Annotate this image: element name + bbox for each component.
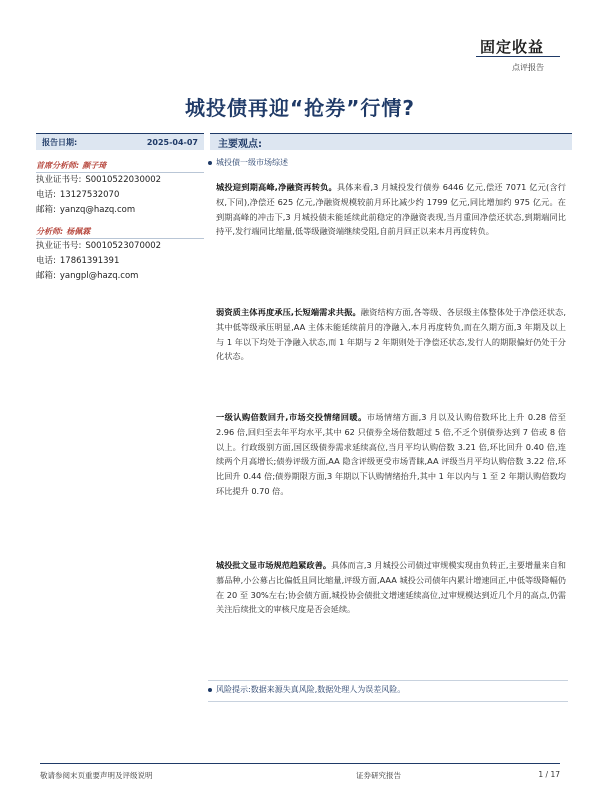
report-date-label: 报告日期: [42, 137, 78, 147]
analyst-license-row [36, 239, 204, 254]
analyst-role: 首席分析师: [36, 160, 80, 170]
email-label: 邮箱: [36, 205, 56, 215]
email-label: 邮箱: [36, 271, 56, 281]
key-points-section [210, 133, 572, 150]
footer-doc-type: 证券研究报告 [356, 771, 401, 780]
risk-warning-text: 风险提示:数据来源失真风险,数据处理人为误差风险。 [216, 685, 406, 694]
paragraph [216, 410, 566, 499]
analyst-email-row [36, 269, 204, 284]
analyst-role-row [36, 224, 204, 239]
paragraph [216, 558, 566, 617]
paragraph-body: 具体来看,3 月城投发行债券 6446 亿元,偿还 7071 亿元(含行权,下同),净偿还 625 亿元,净融资规模较前月环比减少约 1799 亿元,同比增加约 975 亿元。在到期高峰的冲击下,3 月城投债未能延续此前稳定的净融资表现,当月重回净偿还状态,到期端同比持平,发行端同比缩量,低等级融资端继续受阻,自前月回正以来本月再度转负。 [216, 182, 566, 237]
footer-page-number: 1 / 17 [538, 770, 560, 779]
paragraph-lead: 城投迎到期高峰,净融资再转负。 [216, 182, 337, 192]
section-subheading [208, 157, 288, 168]
phone-label: 电话: [36, 190, 56, 200]
bullet-icon [208, 688, 212, 692]
analyst-name: 杨佩霖 [66, 226, 91, 236]
paragraph [216, 180, 566, 239]
paragraph-body: 市场情绪方面,3 月以及认购倍数环比上升 0.28 倍至 2.96 倍,回归至去年平均水平,其中 62 只债券全场倍数超过 5 倍,不乏个别债券达到 7 倍或 8 倍以上。行政级别方面,国区级债券需求延续高位,当月平均认购倍数 3.21 倍,环比回升 0.40 倍,连续两个月高增长;债券评级方面,AA 隐含评级更受市场青睐,AA 评级当月平均认购倍数 3.22 倍,环比回升 0.44 倍;债券期限方面,3 年期以下认购情绪抬升,其中 1 年以内与 1 至 2 年期认购倍数均环比提升 0.70 倍。 [216, 412, 566, 496]
key-points-heading: 主要观点: [210, 133, 572, 150]
risk-divider-top [208, 680, 568, 681]
analyst-license-row [36, 173, 204, 188]
report-date-value: 2025-04-07 [146, 137, 198, 147]
analyst-phone-row [36, 188, 204, 203]
paragraph-body: 具体而言,3 月城投公司债过审规模实现由负转正,主要增量来自和慕品种,小公募占比偏低且同比缩量,评级方面,AAA 城投公司债年内累计增速回正,中低等级降幅仍在 20 至 30%左右;协会债方面,城投协会债批文增速延续高位,过审规模达到近几个月的高点,仍需关注后续批文的审核尺度是否会延续。 [216, 560, 566, 615]
bullet-icon [208, 161, 212, 165]
report-title: 城投债再迎“抢券”行情? [185, 96, 415, 120]
analyst-role-row [36, 158, 204, 173]
paragraph [216, 305, 566, 364]
report-date-bar [36, 133, 204, 150]
report-category: 固定收益 [479, 38, 544, 56]
phone-value: 13127532070 [59, 190, 120, 200]
email-link[interactable]: yangpl@hazq.com [59, 271, 139, 281]
analyst-sidebar [36, 133, 204, 284]
license-label: 执业证书号: [36, 175, 82, 185]
email-link[interactable]: yanzq@hazq.com [59, 205, 136, 215]
license-value: S0010523070002 [85, 241, 162, 251]
phone-label: 电话: [36, 256, 56, 266]
report-subcategory: 点评报告 [512, 63, 544, 72]
footer-divider [40, 763, 560, 764]
license-label: 执业证书号: [36, 241, 82, 251]
paragraph-lead: 城投批文显市场规范趋紧政善。 [216, 560, 332, 570]
license-value: S0010522030002 [85, 175, 162, 185]
header-divider [476, 56, 560, 57]
phone-value: 17861391391 [59, 256, 120, 266]
analyst-email-row [36, 203, 204, 218]
analyst-card [36, 158, 204, 218]
paragraph-lead: 一级认购倍数回升,市场交投情绪回暖。 [216, 412, 367, 422]
analyst-role: 分析师: [36, 226, 64, 236]
paragraph-lead: 弱资质主体再度承压,长短端需求共振。 [216, 307, 361, 317]
section-subheading-text: 城投债一级市场综述 [216, 158, 288, 167]
analyst-card [36, 224, 204, 284]
analyst-phone-row [36, 254, 204, 269]
risk-warning [208, 684, 405, 695]
risk-divider-bottom [208, 701, 568, 702]
paragraph-body: 融资结构方面,各等级、各层级主体整体处于净偿还状态,其中低等级承压明显,AA 主体未能延续前月的净融入,本月再度转负,而在久期方面,3 年期及以上与 1 年以下均处于净融入状态,而 1 年期与 2 年期则处于净偿还状态,发行人的期限偏好仍处于分化状态。 [216, 307, 566, 362]
analyst-name: 颜子琦 [82, 160, 107, 170]
footer-disclaimer: 敬请参阅末页重要声明及评级说明 [40, 771, 153, 780]
